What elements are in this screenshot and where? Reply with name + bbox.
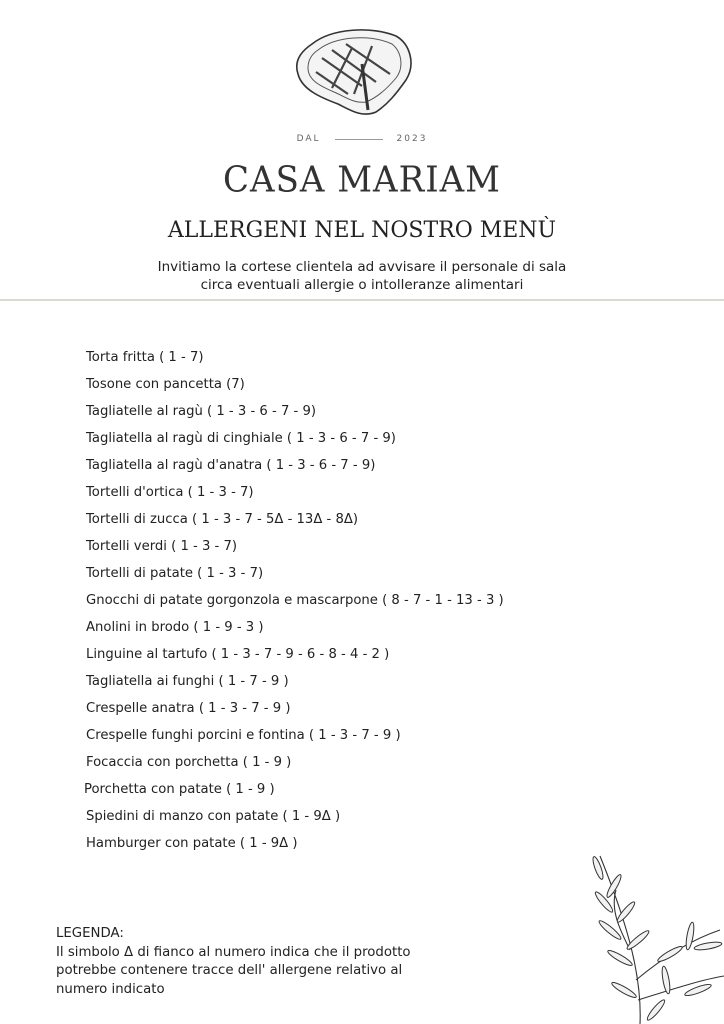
- legend: [56, 925, 411, 999]
- menu-item: Hamburger con patate ( 1 - 9Δ ): [86, 836, 298, 851]
- menu-item: Tagliatella ai funghi ( 1 - 7 - 9 ): [86, 674, 289, 689]
- legend-title: LEGENDA:: [56, 926, 124, 941]
- established-line: [0, 134, 724, 145]
- menu-item: Tagliatelle al ragù ( 1 - 3 - 6 - 7 - 9): [86, 404, 317, 419]
- menu-item: Torta fritta ( 1 - 7): [86, 350, 204, 365]
- page-title: ALLERGENI NEL NOSTRO MENÙ: [167, 218, 557, 243]
- menu-item: Crespelle anatra ( 1 - 3 - 7 - 9 ): [86, 701, 291, 716]
- menu-item: Gnocchi di patate gorgonzola e mascarpone ( 8 - 7 - 1 - 13 - 3 ): [86, 593, 504, 608]
- menu-item: Tortelli di patate ( 1 - 3 - 7): [86, 566, 264, 581]
- olive-branch-illustration-icon: [580, 850, 724, 1024]
- year-label: 2023: [396, 134, 428, 144]
- divider-line: [335, 139, 383, 140]
- menu-item: Tortelli verdi ( 1 - 3 - 7): [86, 539, 238, 554]
- intro-line: circa eventuali allergie o intolleranze alimentari: [200, 277, 524, 293]
- menu-item: Linguine al tartufo ( 1 - 3 - 7 - 9 - 6 - 8 - 4 - 2 ): [86, 647, 390, 662]
- menu-item: Focaccia con porchetta ( 1 - 9 ): [86, 755, 292, 770]
- menu-item: Crespelle funghi porcini e fontina ( 1 - 3 - 7 - 9 ): [86, 728, 401, 743]
- section-divider: [0, 299, 724, 301]
- menu-list: [86, 348, 504, 861]
- legend-line: Il simbolo Δ di fianco al numero indica che il prodotto: [56, 944, 411, 960]
- menu-item: Tagliatella al ragù di cinghiale ( 1 - 3 - 6 - 7 - 9): [86, 431, 396, 446]
- menu-item: Anolini in brodo ( 1 - 9 - 3 ): [86, 620, 264, 635]
- menu-item: Tosone con pancetta (7): [86, 377, 245, 392]
- restaurant-name: CASA MARIAM: [223, 159, 501, 201]
- menu-item: Spiedini di manzo con patate ( 1 - 9Δ ): [86, 809, 341, 824]
- intro-line: Invitiamo la cortese clientela ad avvisare il personale di sala: [157, 259, 567, 275]
- menu-item: Tortelli di zucca ( 1 - 3 - 7 - 5Δ - 13Δ - 8Δ): [86, 512, 359, 527]
- legend-line: numero indicato: [56, 981, 165, 997]
- intro-text: [0, 258, 724, 294]
- menu-item: Tagliatella al ragù d'anatra ( 1 - 3 - 6 - 7 - 9): [86, 458, 376, 473]
- dal-label: DAL: [296, 134, 321, 144]
- menu-item: Tortelli d'ortica ( 1 - 3 - 7): [86, 485, 254, 500]
- menu-item: Porchetta con patate ( 1 - 9 ): [84, 782, 275, 797]
- steak-illustration-icon: [292, 24, 420, 120]
- legend-line: potrebbe contenere tracce dell' allergene relativo al: [56, 963, 403, 978]
